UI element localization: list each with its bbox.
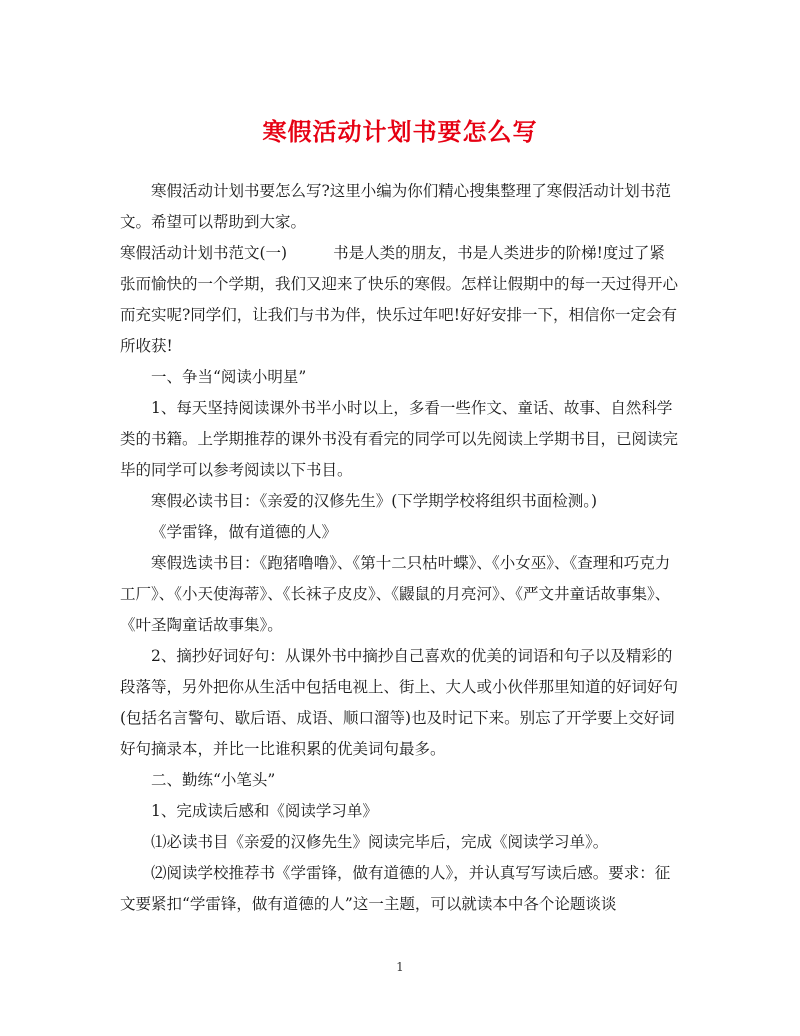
section2-heading: 二、勤练“小笔头”: [151, 771, 276, 789]
intro-paragraph: 寒假活动计划书要怎么写?这里小编为你们精心搜集整理了寒假活动计划书范文。希望可以帮助到大家。: [120, 182, 671, 231]
sub-item-2: ⑵阅读学校推荐书《学雷锋，做有道德的人》，并认真写写读后感。要求：征文要紧扣“学雷锋，做有道德的人”这一主题，可以就读本中各个论题谈谈: [120, 864, 671, 913]
optional-books: 寒假选读书目：《跑猪噜噜》、《第十二只枯叶蝶》、《小女巫》、《查理和巧克力工厂》、《小天使海蒂》、《长袜子皮皮》、《鼹鼠的月亮河》、《严文井童话故事集》、《叶圣陶童话故事集》。: [120, 554, 671, 634]
sample-heading: 寒假活动计划书范文(一): [120, 244, 288, 262]
page-number: 1: [396, 960, 404, 974]
document-body: [120, 176, 678, 920]
item1-paragraph: 1、每天坚持阅读课外书半小时以上，多看一些作文、童话、故事、自然科学类的书籍。上学期推荐的课外书没有看完的同学可以先阅读上学期书目，已阅读完毕的同学可以参考阅读以下书目。: [120, 399, 679, 479]
document-title: 寒假活动计划书要怎么写: [262, 117, 538, 146]
sub-item-1: ⑴必读书目《亲爱的汉修先生》阅读完毕后，完成《阅读学习单》。: [151, 833, 609, 851]
required-books: 寒假必读书目：《亲爱的汉修先生》(下学期学校将组织书面检测。): [151, 492, 598, 510]
required-books-2: 《学雷锋，做有道德的人》: [151, 523, 338, 541]
item2-1-paragraph: 1、完成读后感和《阅读学习单》: [151, 802, 378, 820]
section1-heading: 一、争当“阅读小明星”: [151, 368, 307, 386]
item2-paragraph: 2、摘抄好词好句：从课外书中摘抄自己喜欢的优美的词语和句子以及精彩的段落等，另外把你从生活中包括电视上、街上、大人或小伙伴那里知道的好词好句(包括名言警句、歇后语、成语、顺口溜等)也及时记下来。别忘了开学要上交好词好句摘录本，并比一比谁积累的优美词句最多。: [120, 647, 679, 758]
sample-paragraph: [120, 238, 678, 362]
sample-intro: 书是人类的朋友，书是人类进步的阶梯!度过了紧张而愉快的一个学期，我们又迎来了快乐的寒假。怎样让假期中的每一天过得开心而充实呢?同学们，让我们与书为伴，快乐过年吧!好好安排一下，相信你一定会有所收获!: [120, 244, 679, 355]
